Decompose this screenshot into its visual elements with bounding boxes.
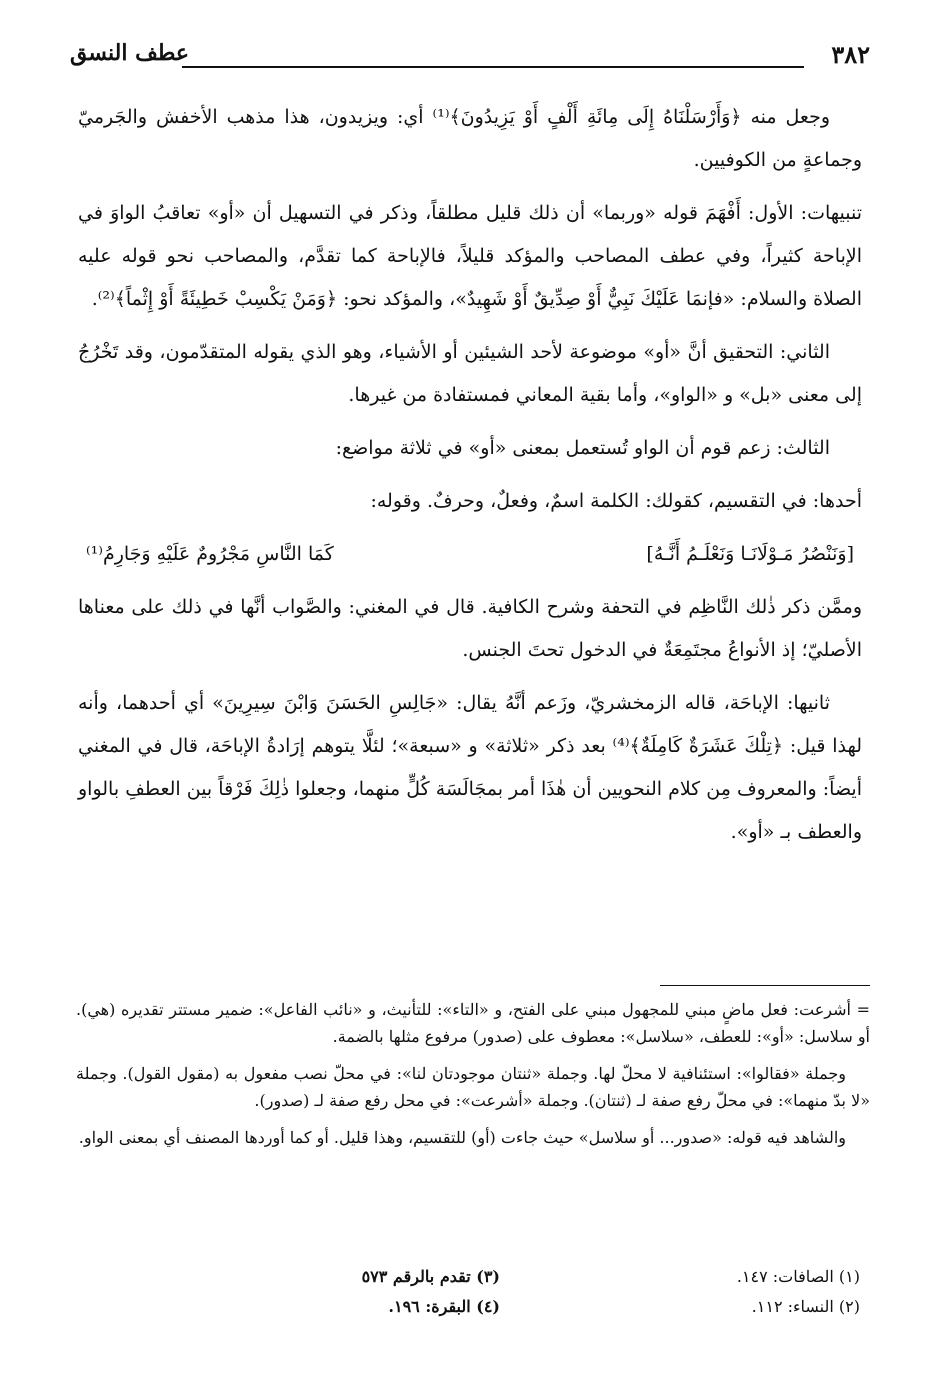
- page-number: ٣٨٢: [831, 40, 870, 69]
- header-rule: [182, 66, 804, 68]
- paragraph: أحدها: في التقسيم، كقولك: الكلمة اسمٌ، وفعلٌ، وحرفٌ. وقوله:: [370, 490, 862, 512]
- reference-item: (١) الصافات: ١٤٧.: [736, 1267, 860, 1286]
- reference-item: (٢) النساء: ١١٢.: [751, 1297, 860, 1316]
- footnote-paragraph: = أشرعت: فعل ماضٍ مبني للمجهول مبني على الفتح، و «التاء»: للتأنيث، و «نائب الفاعل»: ضمير مستتر تقديره (هي). أو سلاسل: «أو»: للعطف، «سلاسل»: معطوف على (صدور) مرفوع مثلها بالضمة.: [76, 1000, 870, 1046]
- running-title: عطف النسق: [70, 40, 190, 66]
- paragraph: وجعل منه ﴿وَأَرْسَلْنَاهُ إِلَى مِائَةِ أَلْفٍ أَوْ يَزِيدُونَ﴾⁽¹⁾ أي: ويزيدون، هذا مذهب الأخفش والجَرميّ وجماعةٍ من الكوفيين.: [78, 106, 862, 171]
- poetry-verse: [78, 533, 862, 576]
- paragraph: ثانيها: الإباحَة، قاله الزمخشريّ، وزَعم أنَّهُ يقال: «جَالِسِ الحَسَنَ وَابْنَ سِيرِينَ» أي أحدهما، وأنه لهذا قيل: ﴿تِلْكَ عَشَرَةٌ كَامِلَةٌ﴾⁽⁴⁾ بعد ذكر «ثلاثة» و «سبعة»؛ لئلَّا يتوهم إرَادةُ الإباحَة، قال في المغني أيضاً: والمعروف مِن كلام النحويين أن هٰذَا أمر بمجَالَسَة كُلٍّ منهما، وجعلوا ذٰلِكَ فَرْقاً بين العطفِ بالواو والعطف بـ «أو».: [78, 692, 862, 843]
- footnote-paragraph: والشاهد فيه قوله: «صدور... أو سلاسل» حيث جاءت (أو) للتقسيم، وهذا قليل. أو كما أوردها المصنف أي بمعنى الواو.: [78, 1128, 846, 1147]
- references-column-right: [737, 1262, 860, 1322]
- footnotes: [76, 996, 870, 1161]
- footnote-rule: [660, 985, 870, 986]
- footnote-paragraph: وجملة «فقالوا»: استئنافية لا محلّ لها. وجملة «ثنتان موجودتان لنا»: في محلّ نصب مفعول به (مقول القول). وجملة «لا بدّ منهما»: في محلّ رفع صفة لـ (ثنتان). وجملة «أشرعت»: في محل رفع صفة لـ (صدور).: [76, 1064, 870, 1110]
- verse-hemistich-right: كَمَا النَّاسِ مَجْرُومٌ عَلَيْهِ وَجَارِمُ⁽¹⁾: [86, 543, 334, 565]
- paragraph: الثالث: زعم قوم أن الواو تُستعمل بمعنى «أو» في ثلاثة مواضع:: [335, 437, 830, 459]
- references-column-left: [362, 1262, 500, 1322]
- page-header: [70, 38, 870, 78]
- paragraph: الثاني: التحقيق أنَّ «أو» موضوعة لأحد الشيئين أو الأشياء، وهو الذي يقوله المتقدّمون، وقد تَخْرُجُ إلى معنى «بل» و «الواو»، وأما بقية المعاني فمستفادة من غيرها.: [78, 341, 862, 406]
- paragraph: وممَّن ذكر ذٰلك النَّاظِم في التحفة وشرح الكافية. قال في المغني: والصَّواب أنَّها في ذلك على معناها الأصليّ؛ إذ الأنواعُ مجتَمِعَةٌ في الدخول تحتَ الجنس.: [78, 596, 862, 661]
- reference-item: (٣) تقدم بالرقم ٥٧٣: [361, 1267, 500, 1286]
- paragraph: تنبيهات: الأول: أَفْهَمَ قوله «وربما» أن ذلك قليل مطلقاً، وذكر في التسهيل أن «أو» تعاقبُ الواوَ في الإباحة كثيراً، وفي عطف المصاحب والمؤكد قليلاً، فالإباحة كما تقدَّم، والمصاحب نحو قوله عليه الصلاة والسلام: «فإنمَا عَلَيْكَ نَبِيٌّ أَوْ صِدِّيقٌ أَوْ شَهِيدٌ»، والمؤكد نحو: ﴿وَمَنْ يَكْسِبْ خَطِيئَةً أَوْ إِثْماً﴾⁽²⁾.: [78, 202, 862, 310]
- main-text: [78, 96, 862, 864]
- verse-hemistich-left: [وَنَنْصُرُ مَـوْلَانَـا وَنَعْلَـمُ أَنَّـهُ]: [646, 543, 854, 565]
- reference-item: (٤) البقرة: ١٩٦.: [388, 1297, 500, 1316]
